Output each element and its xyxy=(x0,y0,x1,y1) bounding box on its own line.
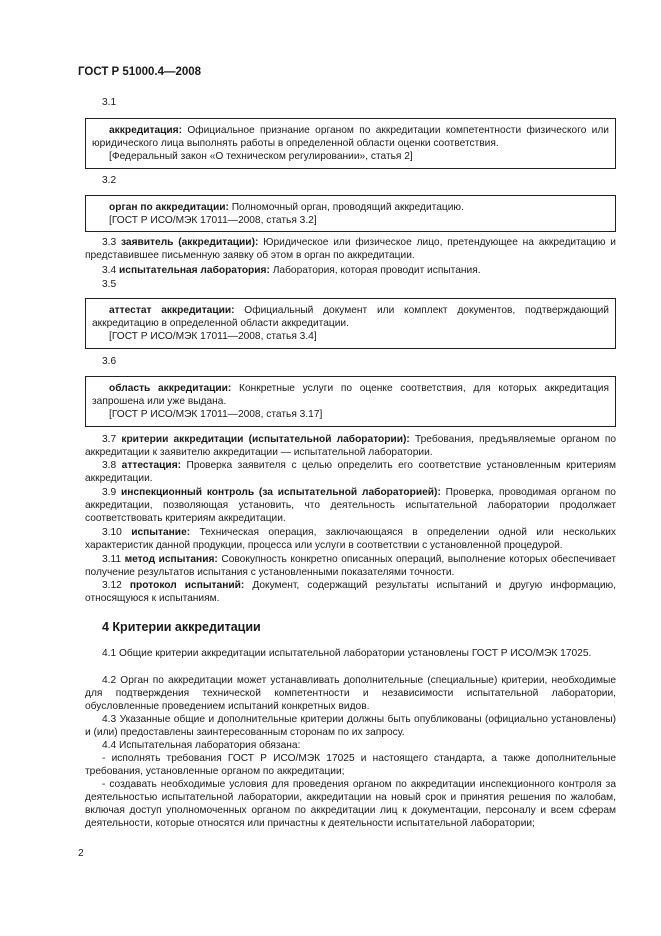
term-number: 3.3 xyxy=(102,237,117,248)
definition-text: Проверка заявителя с целью определить его соответствие установленным критериям аккредитации. xyxy=(85,460,616,484)
definition-text: Официальный документ или комплект документов, подтверждающий аккредитацию в определенной области аккредитации. xyxy=(92,305,610,330)
definition-text: Требования, предъявляемые органом по аккредитации к заявителю аккредитации — испытательной лаборатории. xyxy=(85,434,616,458)
page-number: 2 xyxy=(78,848,84,859)
term: метод испытания: xyxy=(124,554,218,565)
list-item: - исполнять требования ГОСТ Р ИСО/МЭК 17025 и настоящего стандарта, а также дополнительные требования, установленные органом по аккредитации; xyxy=(85,753,616,777)
term: испытание: xyxy=(131,527,191,538)
definition-text: Лаборатория, которая проводит испытания. xyxy=(269,265,481,276)
definition-box xyxy=(85,376,616,427)
term: испытательная лаборатория: xyxy=(119,265,270,276)
paragraph-4-4: 4.4 Испытательная лаборатория обязана: xyxy=(102,740,301,751)
term: критерии аккредитации (испытательной лаборатории): xyxy=(121,434,410,445)
definition-paragraph xyxy=(85,460,616,486)
definition-text: Полномочный орган, проводящий аккредитацию. xyxy=(228,202,464,213)
term-number: 3.1 xyxy=(102,97,117,108)
definition-paragraph xyxy=(85,434,616,460)
definition-paragraph xyxy=(85,527,616,553)
term-number: 3.9 xyxy=(102,487,117,498)
definition-paragraph xyxy=(85,554,616,580)
definition-reference: [Федеральный закон «О техническом регулировании», статья 2] xyxy=(109,151,413,163)
term-number: 3.2 xyxy=(102,175,117,186)
definition-paragraph xyxy=(85,487,616,526)
definition-paragraph xyxy=(85,265,616,278)
definition-paragraph xyxy=(85,237,616,263)
definition-text: Официальное признание органом по аккредитации компетентности физического или юридического лица выполнять работы в определенной области оценки соответствия. xyxy=(92,125,609,150)
term-number: 3.5 xyxy=(102,279,117,290)
term-number: 3.8 xyxy=(102,460,117,471)
term: аккредитация: xyxy=(109,125,182,136)
term: область аккредитации: xyxy=(109,383,232,394)
term: аттестат аккредитации: xyxy=(109,305,235,316)
definition-text: Техническая операция, заключающаяся в определении одной или нескольких характеристик данной продукции, процесса или услуги в соответствии с установленной процедурой. xyxy=(85,527,616,551)
definition-text: Юридическое или физическое лицо, претендующее на аккредитацию и представившее письменную заявку об этом в орган по аккредитации. xyxy=(85,237,616,261)
definition-box xyxy=(85,195,616,232)
definition-text: Конкретные услуги по оценке соответствия, для которых аккредитация запрошена или уже выдана. xyxy=(92,383,610,408)
definition-reference: [ГОСТ Р ИСО/МЭК 17011—2008, статья 3.2] xyxy=(109,215,317,227)
term-number: 3.4 xyxy=(102,265,117,276)
term-number: 3.6 xyxy=(102,356,117,367)
definition-text: Проверка, проводимая органом по аккредитации, позволяющая установить, что деятельность испытательной лаборатории продолжает соответствовать критериям аккредитации. xyxy=(85,487,616,524)
definition-text: Документ, содержащий результаты испытаний и другую информацию, относящуюся к испытаниям. xyxy=(85,580,616,604)
term: аттестация: xyxy=(121,460,182,471)
paragraph-4-3: 4.3 Указанные общие и дополнительные критерии должны быть опубликованы (официально установлены) и (или) предоставлены заинтересованным сторонам по их запросу. xyxy=(85,714,616,738)
term-number: 3.11 xyxy=(102,554,122,565)
term: протокол испытаний: xyxy=(129,580,245,591)
definition-paragraph xyxy=(85,580,616,606)
term: орган по аккредитации: xyxy=(109,202,229,213)
paragraph-4-2: 4.2 Орган по аккредитации может устанавливать дополнительные (специальные) критерии, необходимые для подтверждения технической компетентности и независимости испытательной лаборатории, обусловленные проведением испытаний конкретных видов. xyxy=(85,675,616,712)
list-item: - создавать необходимые условия для проведения органом по аккредитации инспекционного контроля за деятельностью испытательной лаборатории, аккредитации на новый срок и принятия решения по жалобам, включая доступ уполномоченных органом по аккредитации лиц к документации, персоналу и всем сферам деятельности, которые относятся или причастны к деятельности испытательной лаборатории; xyxy=(85,779,616,829)
term-number: 3.10 xyxy=(102,527,122,538)
definition-box xyxy=(85,118,616,169)
paragraph-4-1: 4.1 Общие критерии аккредитации испытательной лаборатории установлены ГОСТ Р ИСО/МЭК 17025. xyxy=(102,648,592,659)
section-title: 4 Критерии аккредитации xyxy=(102,620,261,634)
definition-box xyxy=(85,298,616,349)
document-header: ГОСТ Р 51000.4—2008 xyxy=(78,66,202,78)
term-number: 3.12 xyxy=(102,580,122,591)
term: инспекционный контроль (за испытательной лабораторией): xyxy=(121,487,441,498)
definition-text: Совокупность конкретно описанных операций, выполнение которых обеспечивает получение результатов испытания с установленными показателями точности. xyxy=(85,554,616,578)
definition-reference: [ГОСТ Р ИСО/МЭК 17011—2008, статья 3.17] xyxy=(109,409,323,421)
term-number: 3.7 xyxy=(102,434,117,445)
term: заявитель (аккредитации): xyxy=(120,237,259,248)
definition-reference: [ГОСТ Р ИСО/МЭК 17011—2008, статья 3.4] xyxy=(109,331,317,343)
